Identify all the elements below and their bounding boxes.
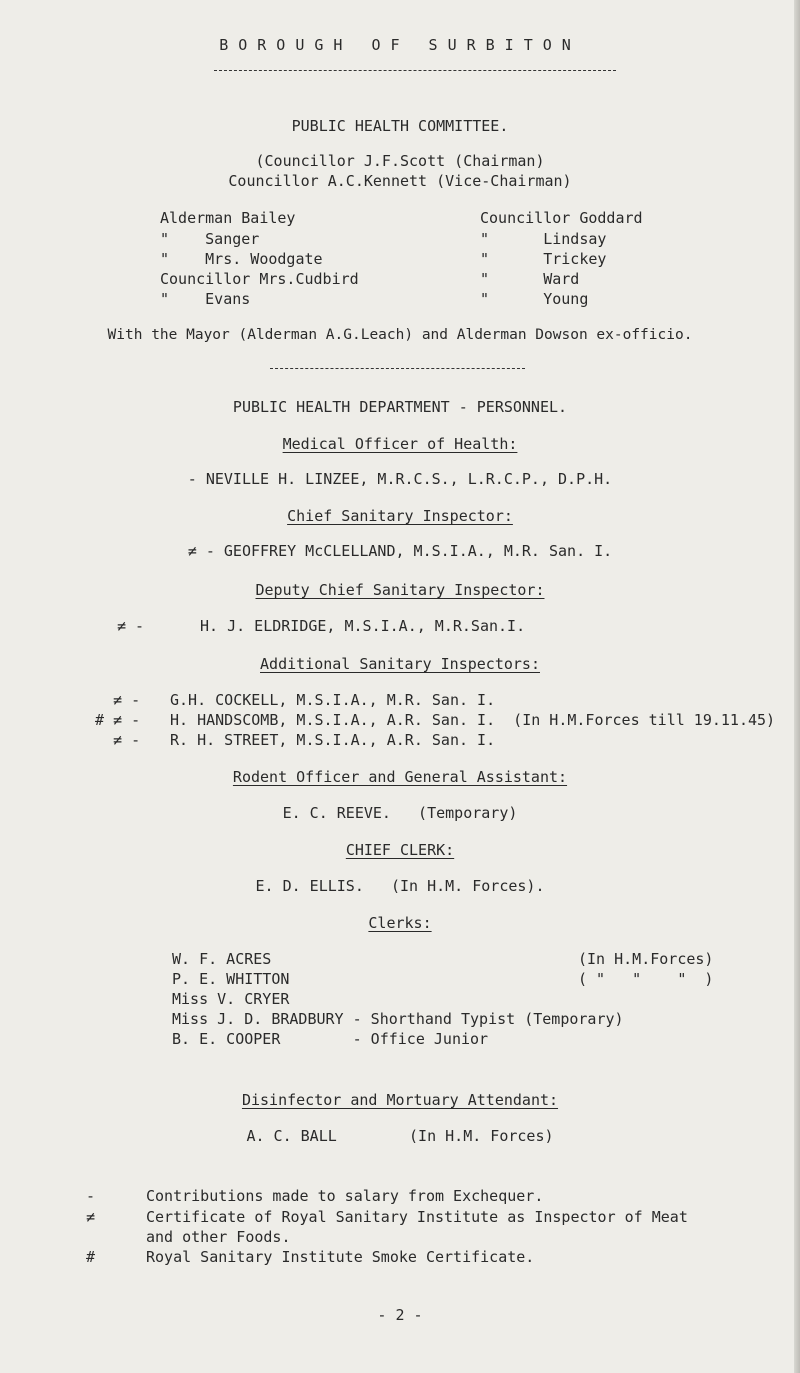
additional-mark-2: # ≠ - xyxy=(95,711,141,729)
chief-si-name: ≠ - GEOFFREY McCLELLAND, M.S.I.A., M.R. San. I. xyxy=(187,542,613,560)
additional-name-1: G.H. COCKELL, M.S.I.A., M.R. San. I. xyxy=(170,691,496,709)
committee-vice-chairman: Councillor A.C.Kennett (Vice-Chairman) xyxy=(228,172,572,190)
ex-officio-line: With the Mayor (Alderman A.G.Leach) and Alderman Dowson ex-officio. xyxy=(107,327,693,343)
member-left-1: Alderman Bailey xyxy=(160,209,296,227)
deputy-name: H. J. ELDRIDGE, M.S.I.A., M.R.San.I. xyxy=(200,617,526,635)
committee-chairman: (Councillor J.F.Scott (Chairman) xyxy=(255,152,545,170)
member-left-5: " Evans xyxy=(160,290,251,308)
clerk-4: Miss J. D. BRADBURY - Shorthand Typist (Temporary) xyxy=(172,1010,624,1028)
member-right-3: " Ward xyxy=(480,270,580,288)
additional-name-3: R. H. STREET, M.S.I.A., A.R. San. I. xyxy=(170,731,496,749)
note-text-4: Royal Sanitary Institute Smoke Certificate. xyxy=(146,1248,535,1266)
member-left-4: Councillor Mrs.Cudbird xyxy=(160,270,359,288)
disinfector-title: Disinfector and Mortuary Attendant: xyxy=(241,1091,559,1109)
member-right-1: " Lindsay xyxy=(480,230,607,248)
additional-title: Additional Sanitary Inspectors: xyxy=(260,655,540,673)
clerk-1: W. F. ACRES xyxy=(172,950,272,968)
page-edge-shadow xyxy=(794,0,800,1373)
department-heading: PUBLIC HEALTH DEPARTMENT - PERSONNEL. xyxy=(232,398,568,416)
additional-name-2: H. HANDSCOMB, M.S.I.A., A.R. San. I. (In H.M.Forces till 19.11.45) xyxy=(170,711,776,729)
title-rule xyxy=(214,70,616,71)
member-left-2: " Sanger xyxy=(160,230,260,248)
moh-name: - NEVILLE H. LINZEE, M.R.C.S., L.R.C.P., D.P.H. xyxy=(187,470,613,488)
section-rule xyxy=(270,368,525,369)
note-text-3: and other Foods. xyxy=(146,1228,291,1246)
member-right-title: Councillor Goddard xyxy=(480,209,643,227)
page-number: - 2 - xyxy=(377,1306,423,1324)
chief-si-title: Chief Sanitary Inspector: xyxy=(287,507,513,525)
clerk-forces-2: ( " " " ) xyxy=(578,970,714,988)
chief-clerk-title: CHIEF CLERK: xyxy=(345,841,455,859)
clerk-3: Miss V. CRYER xyxy=(172,990,290,1008)
member-right-2: " Trickey xyxy=(480,250,607,268)
rodent-name: E. C. REEVE. (Temporary) xyxy=(282,804,518,822)
additional-mark-1: ≠ - xyxy=(95,691,141,709)
moh-title: Medical Officer of Health: xyxy=(282,435,518,453)
member-right-4: " Young xyxy=(480,290,589,308)
note-text-2: Certificate of Royal Sanitary Institute as Inspector of Meat xyxy=(146,1208,688,1226)
clerks-title: Clerks: xyxy=(368,914,432,932)
clerk-forces-1: (In H.M.Forces) xyxy=(578,950,714,968)
note-mark-2: ≠ xyxy=(86,1208,96,1226)
deputy-title: Deputy Chief Sanitary Inspector: xyxy=(255,581,545,599)
clerk-2: P. E. WHITTON xyxy=(172,970,290,988)
committee-heading: PUBLIC HEALTH COMMITTEE. xyxy=(291,117,509,135)
deputy-mark: ≠ - xyxy=(117,617,145,635)
disinfector-name: A. C. BALL (In H.M. Forces) xyxy=(246,1127,554,1145)
chief-clerk-name: E. D. ELLIS. (In H.M. Forces). xyxy=(255,877,545,895)
note-text-1: Contributions made to salary from Exchequer. xyxy=(146,1187,544,1205)
note-mark-1: - xyxy=(86,1187,96,1205)
rodent-title: Rodent Officer and General Assistant: xyxy=(232,768,568,786)
additional-mark-3: ≠ - xyxy=(95,731,141,749)
borough-title: BOROUGH OF SURBITON xyxy=(219,36,581,54)
member-left-3: " Mrs. Woodgate xyxy=(160,250,323,268)
clerk-5: B. E. COOPER - Office Junior xyxy=(172,1030,489,1048)
note-mark-4: # xyxy=(86,1248,96,1266)
